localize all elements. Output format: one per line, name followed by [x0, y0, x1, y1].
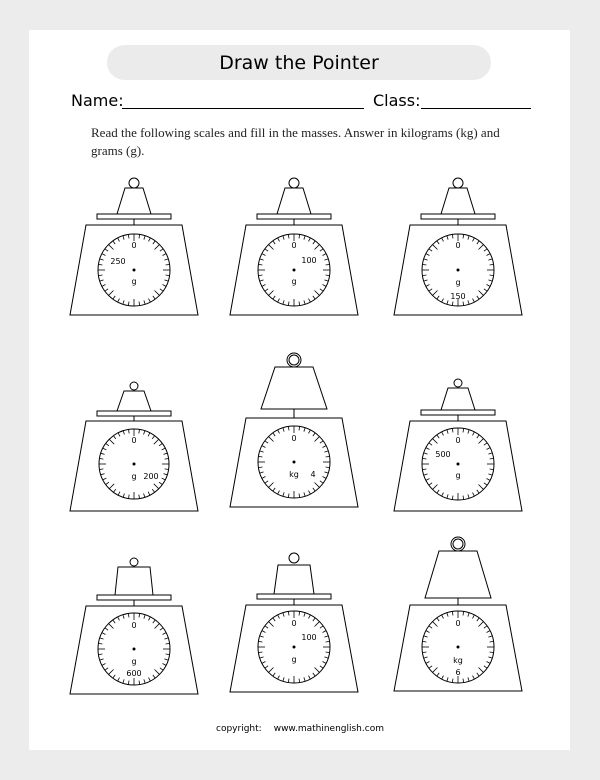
dial-zero-label: 0 — [291, 619, 297, 628]
dial-unit-label: g — [131, 472, 137, 481]
copyright-label: copyright: — [216, 724, 262, 734]
scale-1 — [67, 176, 201, 318]
dial-zero-label: 0 — [455, 619, 461, 628]
dial-unit-label: g — [131, 657, 137, 666]
dial-mark-label: 4 — [310, 470, 316, 479]
dial-mark-label: 6 — [455, 668, 461, 677]
dial-hub — [133, 269, 136, 272]
scale-platform — [421, 214, 495, 219]
dial-mark-label: 100 — [301, 256, 317, 265]
scale-2 — [227, 176, 361, 318]
scale-pan — [274, 565, 314, 594]
scale-hook — [454, 379, 462, 387]
dial-zero-label: 0 — [455, 241, 461, 250]
scale-hook — [453, 178, 463, 188]
scale-platform — [97, 411, 171, 416]
dial-mark-label: 500 — [435, 450, 451, 459]
dial-zero-label: 0 — [291, 241, 297, 250]
scale-pan — [117, 391, 151, 411]
dial-zero-label: 0 — [131, 621, 137, 630]
scale-hook — [130, 382, 138, 390]
scale-4 — [67, 380, 201, 522]
scale-pan — [277, 188, 311, 214]
dial-mark-label: 150 — [450, 292, 466, 301]
scale-pan — [117, 188, 151, 214]
dial-mark-label: 100 — [301, 633, 317, 642]
class-label: Class: — [373, 91, 421, 110]
dial-hub — [293, 269, 296, 272]
dial-zero-label: 0 — [131, 436, 137, 445]
dial-hub — [293, 461, 296, 464]
dial-mark-label: 600 — [126, 669, 142, 678]
scale-7 — [67, 554, 201, 696]
dial-mark-label: 250 — [110, 257, 126, 266]
dial-hub — [457, 269, 460, 272]
name-label: Name: — [71, 91, 124, 110]
scale-platform — [257, 214, 331, 219]
dial-hub — [133, 648, 136, 651]
scale-platform — [97, 214, 171, 219]
scale-platform — [257, 594, 331, 599]
scale-hook — [289, 553, 299, 563]
scale-3 — [391, 176, 525, 318]
scale-pan — [441, 388, 475, 410]
dial-unit-label: g — [131, 277, 137, 286]
scale-6 — [391, 376, 525, 518]
dial-hub — [293, 646, 296, 649]
dial-unit-label: g — [291, 277, 297, 286]
scale-9 — [391, 535, 525, 693]
scale-hook — [129, 178, 139, 188]
dial-hub — [133, 463, 136, 466]
dial-unit-label: g — [291, 655, 297, 664]
dial-unit-label: g — [455, 471, 461, 480]
scale-5 — [227, 352, 361, 512]
dial-hub — [457, 646, 460, 649]
website-link[interactable]: www.mathinenglish.com — [273, 724, 384, 734]
name-field-line[interactable] — [122, 108, 364, 109]
class-field-line[interactable] — [421, 108, 531, 109]
dial-zero-label: 0 — [291, 434, 297, 443]
scale-pan — [425, 551, 491, 598]
scale-pan — [115, 567, 153, 595]
scale-hook — [130, 558, 138, 566]
dial-unit-label: g — [455, 278, 461, 287]
scale-platform — [97, 595, 171, 600]
dial-unit-label: kg — [289, 470, 299, 479]
dial-hub — [457, 463, 460, 466]
scale-platform — [421, 410, 495, 415]
dial-unit-label: kg — [453, 656, 463, 665]
instructions: Read the following scales and fill in the masses. Answer in kilograms (kg) and grams (g). — [91, 125, 500, 158]
dial-zero-label: 0 — [455, 436, 461, 445]
scale-pan — [261, 367, 327, 409]
dial-zero-label: 0 — [131, 241, 137, 250]
footer — [0, 724, 600, 734]
scale-8 — [227, 550, 361, 692]
scale-pan — [441, 188, 475, 214]
page-title: Draw the Pointer — [107, 45, 491, 80]
scale-hook — [289, 178, 299, 188]
dial-mark-label: 200 — [143, 472, 159, 481]
